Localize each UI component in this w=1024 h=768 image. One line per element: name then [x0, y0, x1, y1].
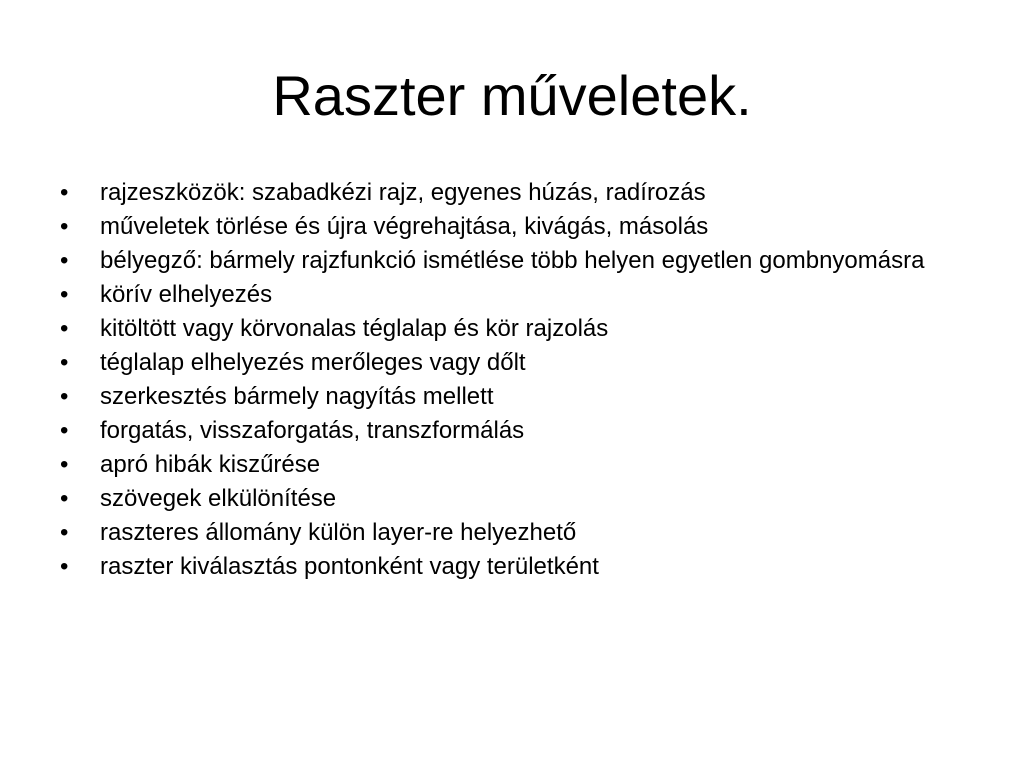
bullet-text: kitöltött vagy körvonalas téglalap és kör rajzolás	[100, 315, 609, 342]
bullet-item	[60, 180, 960, 206]
bullet-icon: •	[60, 315, 69, 342]
bullet-text: szerkesztés bármely nagyítás mellett	[100, 383, 494, 410]
bullet-icon: •	[60, 519, 69, 546]
bullet-icon: •	[60, 451, 69, 478]
bullet-icon: •	[60, 417, 69, 444]
bullet-item	[60, 384, 960, 410]
bullet-text: műveletek törlése és újra végrehajtása, kivágás, másolás	[100, 213, 709, 240]
bullet-text: raszter kiválasztás pontonként vagy területként	[100, 553, 599, 580]
slide-title: Raszter műveletek.	[272, 64, 752, 127]
bullet-text: körív elhelyezés	[100, 281, 273, 308]
bullet-item	[60, 316, 960, 342]
bullet-icon: •	[60, 553, 69, 580]
bullet-item	[60, 554, 960, 580]
bullet-text: bélyegző: bármely rajzfunkció ismétlése több helyen egyetlen gombnyomásra	[100, 247, 925, 274]
bullet-item	[60, 350, 960, 376]
bullet-icon: •	[60, 281, 69, 308]
bullet-text: raszteres állomány külön layer-re helyezhető	[100, 519, 577, 546]
bullet-item	[60, 282, 960, 308]
bullet-text: rajzeszközök: szabadkézi rajz, egyenes húzás, radírozás	[100, 179, 706, 206]
bullet-item	[60, 486, 960, 512]
bullet-list	[60, 180, 960, 588]
bullet-item	[60, 214, 960, 240]
bullet-item	[60, 452, 960, 478]
bullet-icon: •	[60, 349, 69, 376]
bullet-item	[60, 520, 960, 546]
bullet-text: forgatás, visszaforgatás, transzformálás	[100, 417, 525, 444]
bullet-icon: •	[60, 383, 69, 410]
bullet-icon: •	[60, 485, 69, 512]
bullet-icon: •	[60, 179, 69, 206]
bullet-icon: •	[60, 247, 69, 274]
bullet-icon: •	[60, 213, 69, 240]
bullet-item	[60, 248, 960, 274]
bullet-text: apró hibák kiszűrése	[100, 451, 321, 478]
bullet-text: téglalap elhelyezés merőleges vagy dőlt	[100, 349, 526, 376]
bullet-item	[60, 418, 960, 444]
bullet-text: szövegek elkülönítése	[100, 485, 337, 512]
